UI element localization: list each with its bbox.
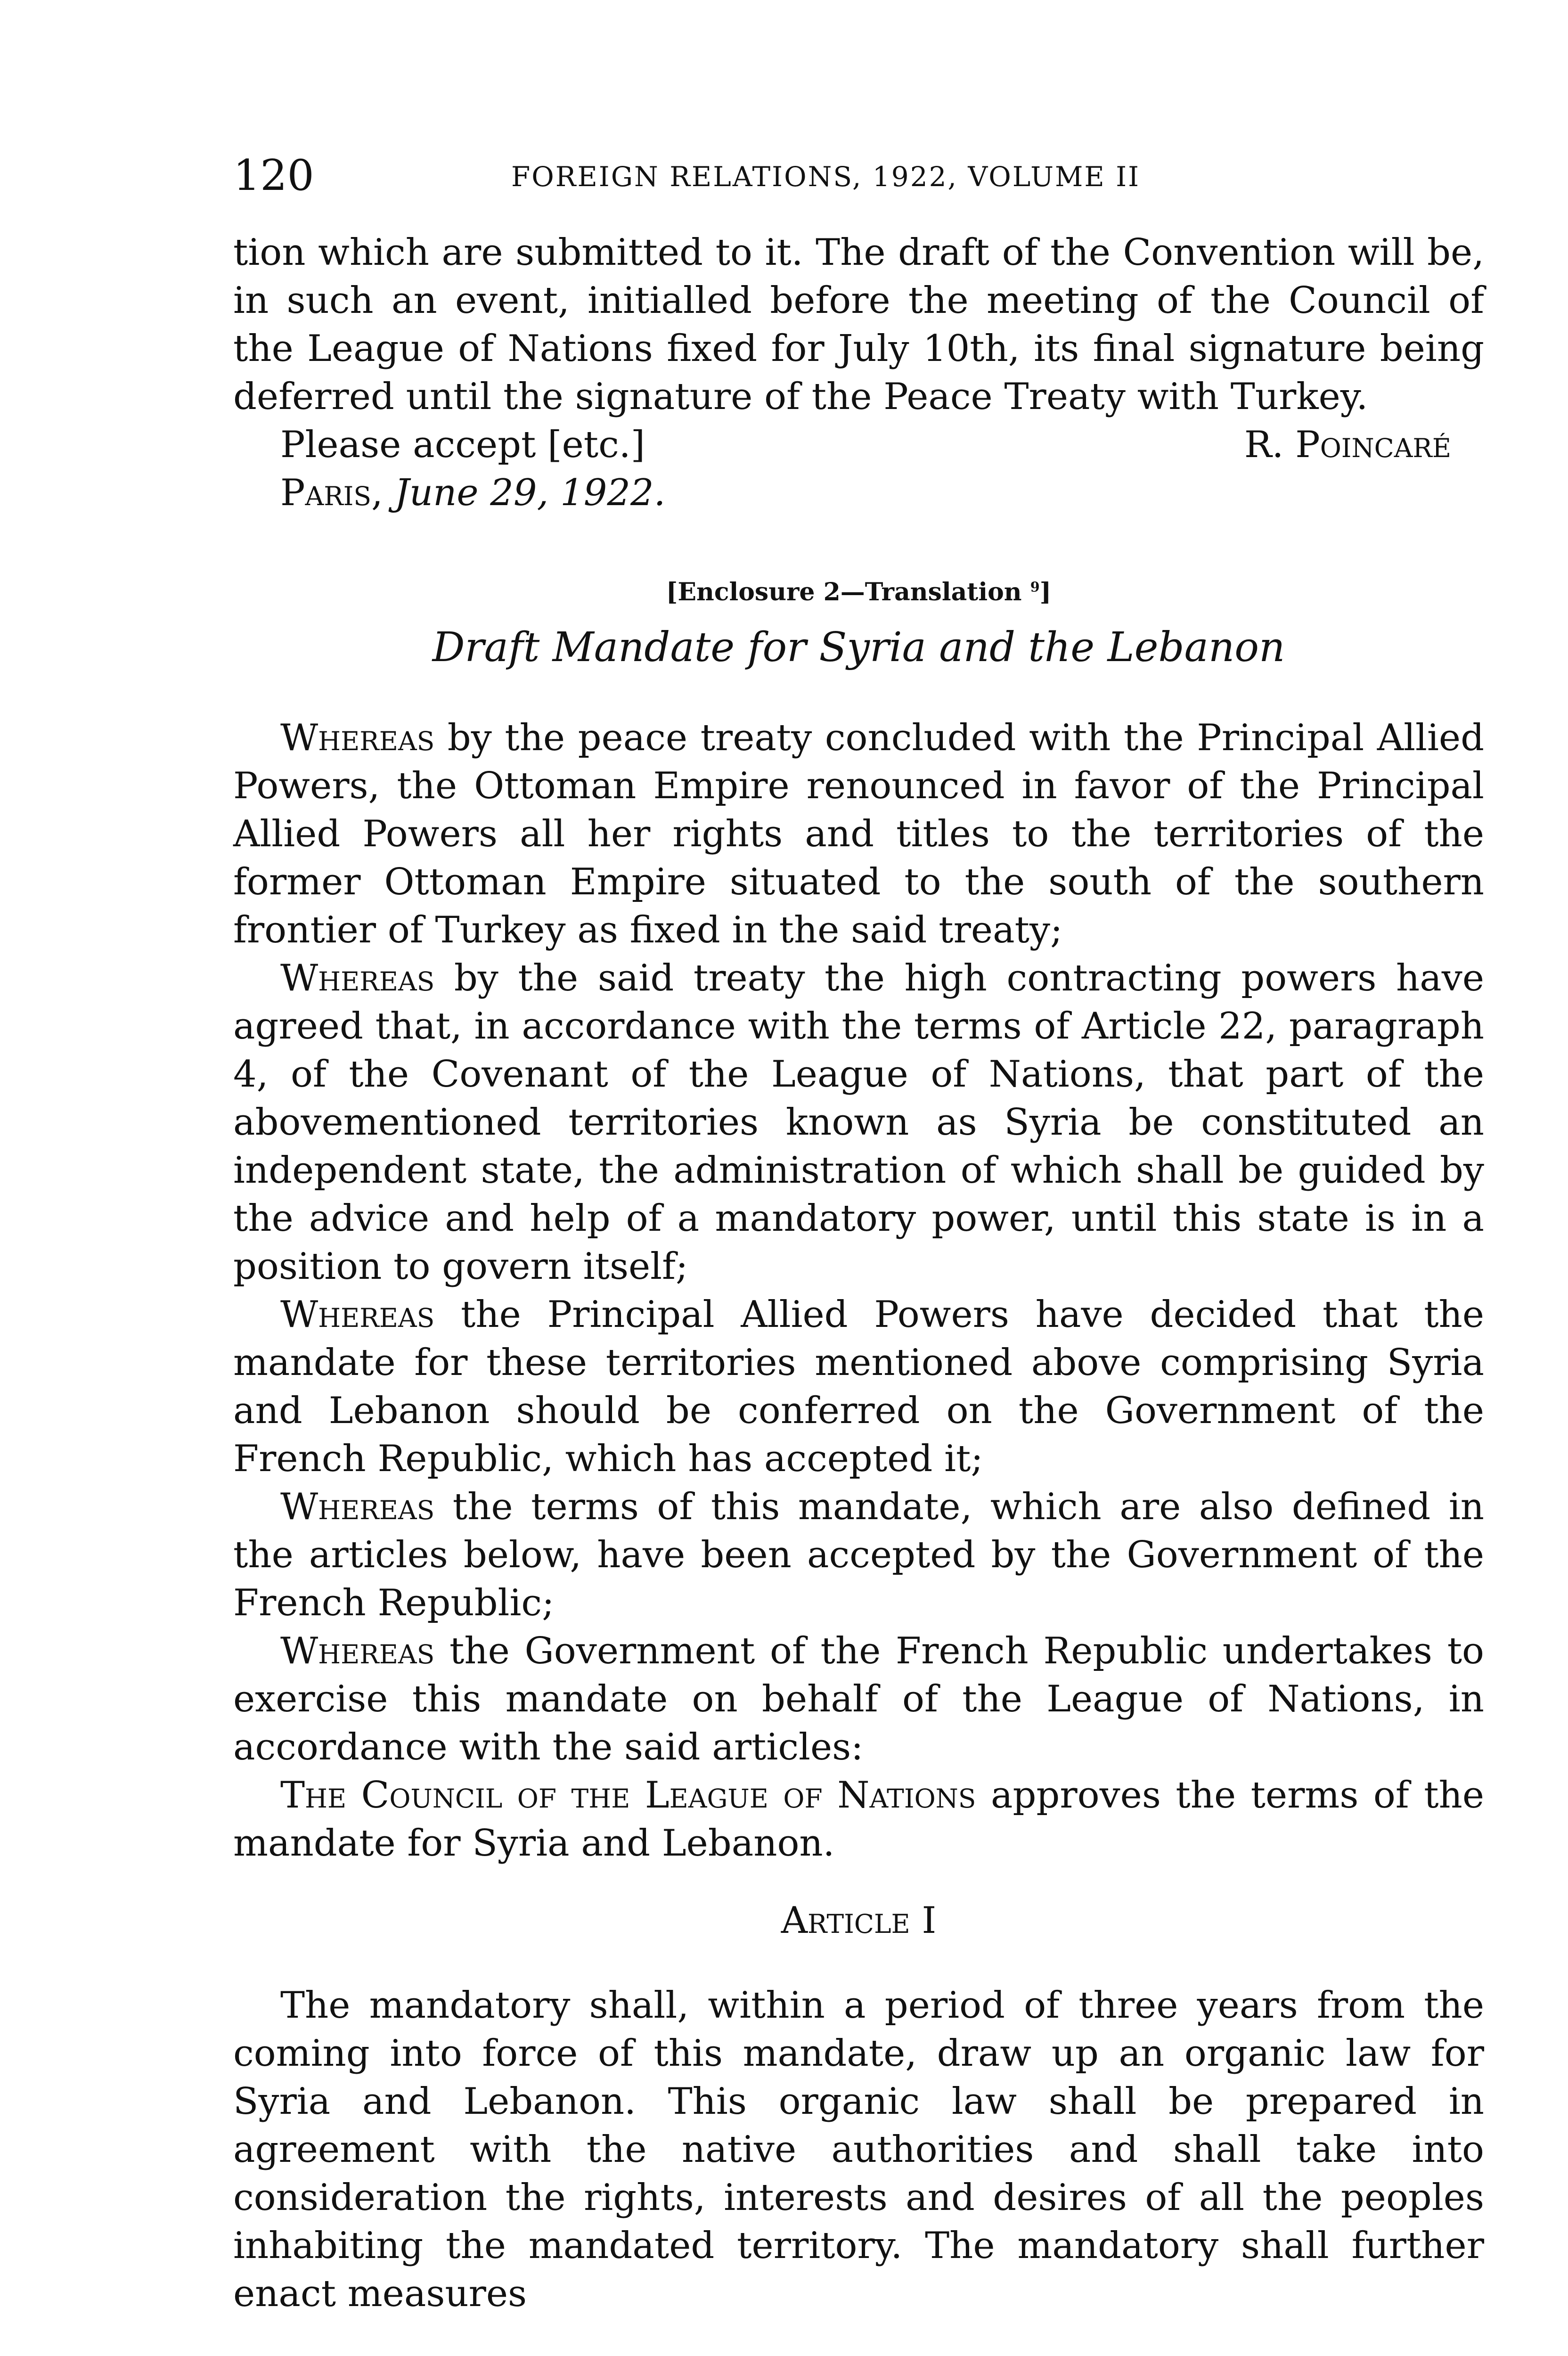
whereas-paragraph-5 (233, 1627, 1484, 1771)
running-header (233, 150, 1465, 202)
date: June 29, 1922. (394, 472, 666, 514)
running-title: FOREIGN RELATIONS, 1922, VOLUME II (511, 161, 1141, 193)
paragraph-text: approves the terms of the mandate for Syria and Lebanon. (233, 1774, 1484, 1865)
whereas-paragraph-2 (233, 954, 1484, 1291)
whereas-paragraph-4 (233, 1483, 1484, 1627)
enclosure-close: ] (1039, 578, 1052, 606)
article-heading: Article I (781, 1899, 937, 1942)
paragraph-lead: Whereas (280, 1630, 435, 1672)
paragraph-text: by the peace treaty concluded with the Principal Allied Powers, the Ottoman Empire renounced in favor of the Principal Allied Powers all her rights and titles to the territories of the former Ottoman Empire situated to the south of the southern frontier of Turkey as fixed in the said treaty; (233, 717, 1484, 951)
council-paragraph (233, 1771, 1484, 1867)
paragraph-lead: The Council of the League of Nations (280, 1774, 976, 1816)
signer-name: R. Poincaré (1244, 424, 1451, 466)
page-number: 120 (233, 151, 314, 200)
article-paragraph: The mandatory shall, within a period of three years from the coming into force of this mandate, draw up an organic law for Syria and Lebanon. This organic law shall be prepared in agreement with the native authorities and shall take into consideration the rights, interests and desires of all the peoples inhabiting the mandated territory. The mandatory shall further enact measures (233, 1984, 1484, 2315)
paragraph-text: the terms of this mandate, which are also defined in the articles below, have been accepted by the Government of the French Republic; (233, 1486, 1484, 1624)
enclosure-label (233, 573, 1484, 611)
place: Paris, (280, 472, 383, 514)
paragraph-text: the Government of the French Republic undertakes to exercise this mandate on behalf of the League of Nations, in accordance with the said articles: (233, 1630, 1484, 1768)
document-title: Draft Mandate for Syria and the Lebanon (432, 624, 1285, 671)
whereas-paragraph-1 (233, 714, 1484, 954)
paragraph-text: by the said treaty the high contracting powers have agreed that, in accordance with the terms of Article 22, paragraph 4, of the Covenant of the League of Nations, that part of the abovementioned territories known as Syria be constituted an independent state, the administration of which shall be guided by the advice and help of a mandatory power, until this state is in a position to govern itself; (233, 957, 1484, 1288)
paragraph-lead: Whereas (280, 717, 435, 759)
closing-line (233, 421, 1484, 469)
closing-salutation: Please accept [etc.] (280, 424, 645, 466)
enclosure-text: [Enclosure 2—Translation (666, 578, 1022, 606)
paragraph-lead: Whereas (280, 1486, 435, 1528)
paragraph-lead: Whereas (280, 1293, 435, 1336)
paragraph-lead: Whereas (280, 957, 435, 999)
whereas-paragraph-3 (233, 1291, 1484, 1483)
place-date-line (233, 469, 1484, 517)
body-text (233, 229, 1484, 2318)
continuation-paragraph: tion which are submitted to it. The draft of the Convention will be, in such an event, initialled before the meeting of the Council of the League of Nations fixed for July 10th, its final signature being deferred until the signature of the Peace Treaty with Turkey. (233, 231, 1484, 418)
enclosure-footnote-ref: 9 (1030, 579, 1040, 595)
paragraph-text: the Principal Allied Powers have decided that the mandate for these territories mentioned above comprising Syria and Lebanon should be conferred on the Government of the French Republic, which has accepted it; (233, 1293, 1484, 1480)
